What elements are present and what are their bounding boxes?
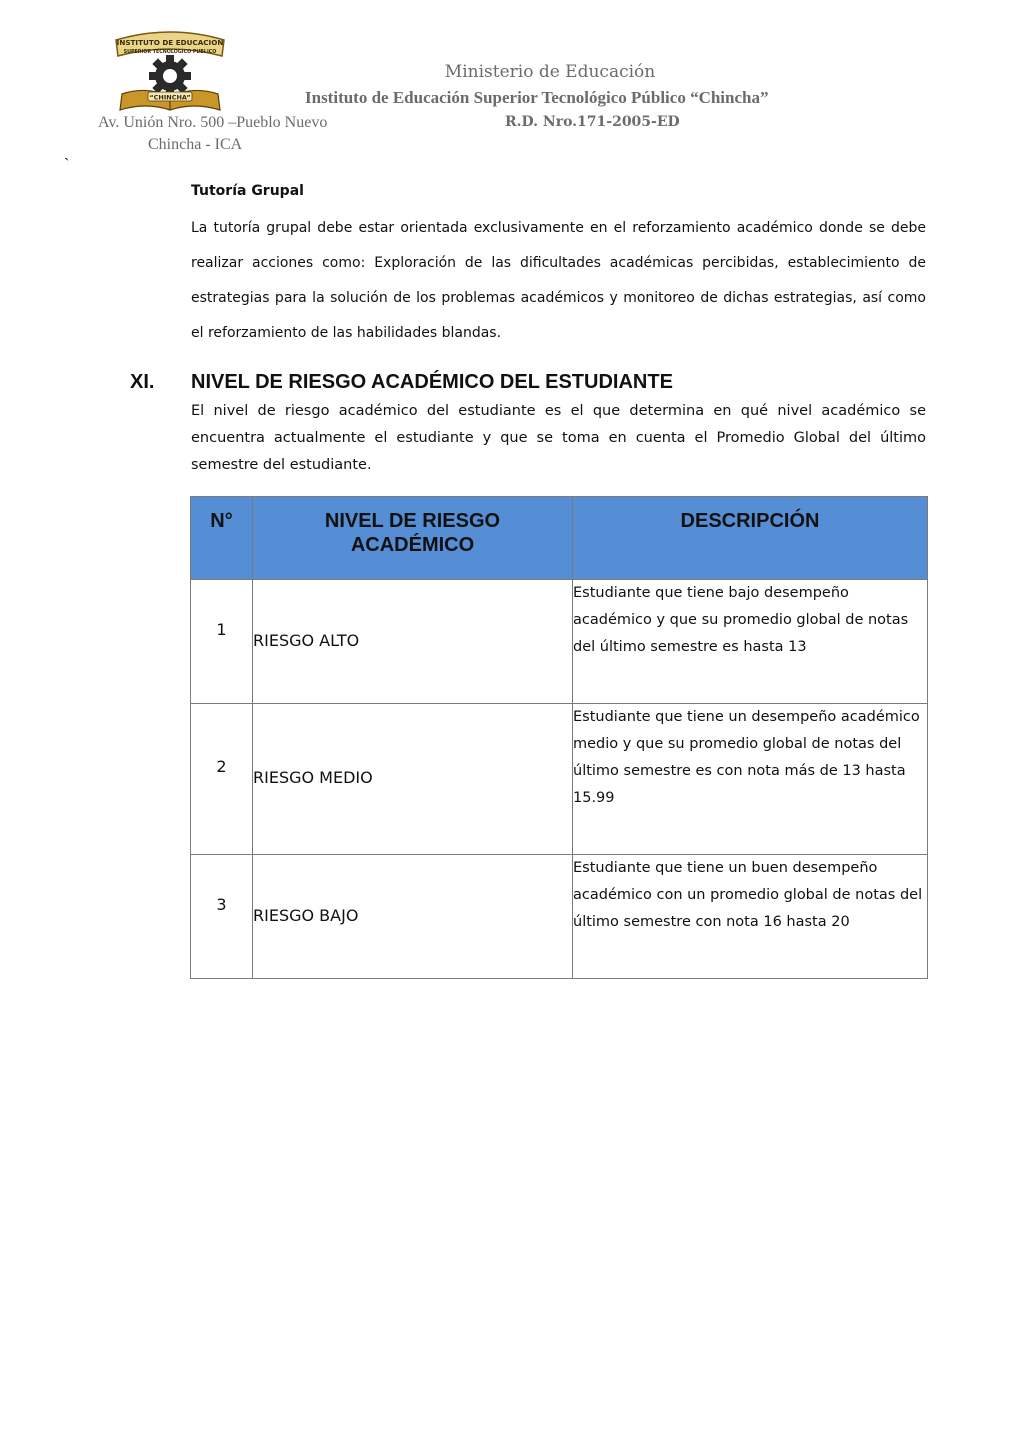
header-level [253,497,573,580]
row-num [191,704,253,855]
row-level [253,704,573,855]
row-level-text: RIESGO ALTO [253,631,360,650]
table-row [191,855,928,979]
row-level [253,580,573,704]
risk-level-table [190,496,928,979]
logo-top-text: INSTITUTO DE EDUCACION [116,38,224,47]
row-num [191,855,253,979]
row-level-text: RIESGO MEDIO [253,768,373,787]
row-num [191,580,253,704]
resolution-number: R.D. Nro.171-2005-ED [505,114,680,130]
table-row [191,580,928,704]
row-num-text: 1 [216,620,227,639]
section-number: XI. [130,371,155,393]
city: Chincha - ICA [148,136,243,153]
institute-name: Instituto de Educación Superior Tecnológico Público “Chincha” [305,88,769,107]
header-description: DESCRIPCIÓN [573,497,928,580]
row-description: Estudiante que tiene un buen desempeño académico con un promedio global de notas del último semestre con nota 16 hasta 20 [573,855,928,979]
logo-sub-text: SUPERIOR TECNOLOGICO PUBLICO [123,50,217,55]
row-level [253,855,573,979]
row-description: Estudiante que tiene un desempeño académico medio y que su promedio global de notas del último semestre es con nota más de 13 hasta 15.99 [573,704,928,855]
header-level-text: NIVEL DE RIESGO ACADÉMICO [324,510,501,556]
section-title: NIVEL DE RIESGO ACADÉMICO DEL ESTUDIANTE [191,371,673,393]
row-num-text: 2 [216,757,227,776]
header-num: N° [191,497,253,580]
section-paragraph: El nivel de riesgo académico del estudiante es el que determina en qué nivel académico se encuentra actualmente el estudiante y que se toma en cuenta el Promedio Global del último semestre del estudiante. [191,403,926,473]
tutoria-title: Tutoría Grupal [191,183,304,199]
table-row [191,704,928,855]
stray-mark: ` [64,156,70,173]
table-header-row [191,497,928,580]
row-description: Estudiante que tiene bajo desempeño académico y que su promedio global de notas del último semestre es hasta 13 [573,580,928,704]
logo-name-text: “CHINCHA” [149,93,191,102]
institute-logo [112,30,228,112]
address: Av. Unión Nro. 500 –Pueblo Nuevo [98,114,328,131]
row-level-text: RIESGO BAJO [253,906,359,925]
ministry-name: Ministerio de Educación [444,62,656,82]
row-num-text: 3 [216,895,227,914]
tutoria-paragraph: La tutoría grupal debe estar orientada exclusivamente en el reforzamiento académico donde se debe realizar acciones como: Exploración de las dificultades académicas percibidas, establecimiento de estrategias para la solución de los problemas académicos y monitoreo de dichas estrategias, así como el reforzamiento de las habilidades blandas. [191,220,926,341]
